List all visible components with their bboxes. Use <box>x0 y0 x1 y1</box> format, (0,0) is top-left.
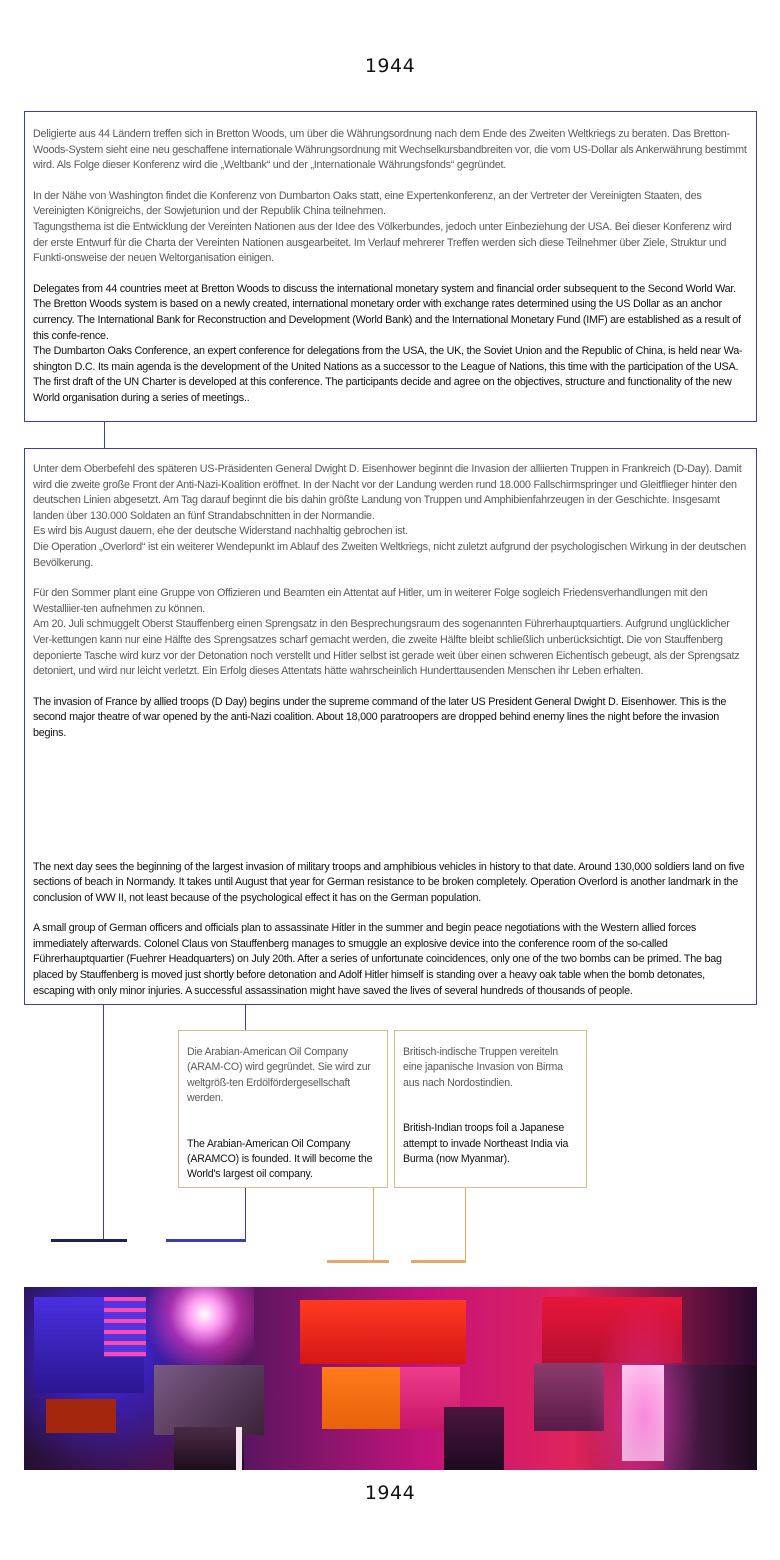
text-de-overlord: Die Operation „Overlord“ ist ein weiterer Wendepunkt im Ablauf des Zweiten Weltkriegs, nicht zuletzt aufgrund der psychologischen Wirkung in der deutschen Bevölkerung. <box>33 540 747 569</box>
art-glow-white <box>144 1287 254 1377</box>
text-de-july-20: Am 20. Juli schmuggelt Oberst Stauffenberg einen Sprengsatz in den Besprechungsraum des sogenannten Führerhauptquartiers. Aufgrund unglücklicher Ver-kettungen kann nur eine Hälfte des Sprengsatzes scharf gemacht werden, die zweite Hälfte bleibt schließlich unberücksichtigt. Die von Stauffenberg deponierte Tasche wird kurz vor der Detonation noch verstellt und Hitler selbst ist gerade weit über einen schweren Eichentisch gebeugt, als der Sprengsatz detoniert, und wird nur leicht verletzt. Ein Erfolg dieses Attentats hätte wahrscheinlich Hunderttausenden Menschen ihr Leben erhalten. <box>33 618 740 678</box>
event-box-burma <box>394 1030 587 1188</box>
art-glow-magenta <box>584 1287 704 1470</box>
text-en-aramco: The Arabian-American Oil Company (ARAMCO) is founded. It will become the World's largest oil company. <box>187 1137 373 1181</box>
text-de-un-charter: Tagungsthema ist die Entwicklung der Vereinten Nationen aus der Idee des Völkerbundes, jedoch unter Einbeziehung der USA. Bei dieser Konferenz wird der erste Entwurf für die Charta der Vereinten Nationen ausgearbeitet. Im Verlauf mehrerer Treffen werden sich diese Teilnehmer über Ziele, Struktur und Funkti-onsweise der neuen Weltorganisation einigen. <box>33 220 732 265</box>
art-block-dark-center <box>444 1407 504 1470</box>
text-en-burma: British-Indian troops foil a Japanese attempt to invade Northeast India via Burma (now Myanmar). <box>403 1122 569 1166</box>
art-stripes-pink <box>104 1297 146 1357</box>
art-block-orange <box>322 1367 402 1429</box>
text-de-dumbarton-oaks: In der Nähe von Washington findet die Konferenz von Dumbarton Oaks statt, eine Expertenkonferenz, an der Vertreter der Vereinigten Staaten, des Vereinigten Königreichs, der Sowjetunion und der Republik China teilnehmen. <box>33 189 702 218</box>
text-de-burma: Britisch-indische Truppen vereiteln eine japanische Invasion von Birma aus nach Nordostindien. <box>403 1046 563 1089</box>
abstract-artwork <box>24 1287 757 1470</box>
timeline-line-3 <box>373 1188 374 1262</box>
text-de-bretton-woods: Deligierte aus 44 Ländern treffen sich in Bretton Woods, um über die Währungsordnung nach dem Ende des Zweiten Weltkriegs zu beraten. Das Bretton-Woods-System sieht eine neu geschaffene internationale Währungsordnung mit Wechselkursbandbreiten vor, die vom US-Dollar als Ankerwährung bestimmt wird. Als Folge dieser Konferenz wird die „Weltbank“ und der „Internationale Währungsfonds“ gegründet. <box>33 128 747 172</box>
year-heading-bottom: 1944 <box>364 1482 416 1504</box>
text-en-dumbarton-oaks: The Dumbarton Oaks Conference, an expert conference for delegations from the USA, the UK, the Soviet Union and the Republic of China, is held near Wa-shington D.C. Its main agenda is the development of the United Nations as a successor to the League of Nations, this time with the participation of the USA. The first draft of the UN Charter is developed at this conference. The participants decide and agree on the objectives, structure and functionality of the new World organisation during a series of meetings.. <box>33 345 743 404</box>
art-block-darkred <box>46 1399 116 1433</box>
event-box-aramco <box>178 1030 388 1188</box>
text-en-bretton-woods: Delegates from 44 countries meet at Bretton Woods to discuss the international monetary system and financial order subsequent to the Second World War. The Bretton Woods system is based on a newly created, international monetary order with exchange rates determined using the US Dollar as an anchor currency. The International Bank for Reconstruction and Development (World Bank) and the International Monetary Fund (IMF) are established as a result of this confe-rence. <box>33 282 741 342</box>
text-en-overlord: The next day sees the beginning of the largest invasion of military troops and amphibious vehicles in history to that date. Around 130,000 soldiers land on five sections of beach in Normandy. It takes until August that year for German resistance to be broken completely. Operation Overlord is another landmark in the conclusion of WW II, not least because of the psychological effect it has on the German population. <box>33 860 745 904</box>
event-box-d-day <box>24 448 757 1005</box>
event-box-bretton-woods <box>24 111 757 422</box>
timeline-line-2 <box>245 1005 246 1030</box>
text-en-july-20: A small group of German officers and officials plan to assassinate Hitler in the summer and begin peace negotiations with the Western allied forces immediately afterwards. Colonel Claus von Stauffenberg manages to smuggle an explosive device into the conference room of the so-called Führerhauptquartier (Fuehrer Headquarters) on July 20th. After a series of unfortunate coincidences, only one of the two bombs can be primed. The bag placed by Stauffenberg is moved just shortly before detonation and Adolf Hitler himself is standing over a heavy oak table when the bomb detonates, escaping with only minor injuries. A successful assassination might have saved the lives of several hundreds of thousands of people. <box>33 922 722 997</box>
timeline-base-3 <box>327 1260 389 1263</box>
timeline-base-2 <box>166 1239 246 1242</box>
art-stripe-white <box>236 1427 242 1470</box>
timeline-base-4 <box>411 1260 466 1263</box>
art-block-red <box>300 1300 466 1364</box>
timeline-line-2b <box>245 1188 246 1240</box>
art-block-lower-left <box>174 1427 244 1470</box>
text-de-aramco: Die Arabian-American Oil Company (ARAM-CO) wird gegründet. Sie wird zur weltgröß-ten Erdölfördergesellschaft werden. <box>187 1046 371 1105</box>
timeline-line-4 <box>465 1188 466 1262</box>
timeline-line-1 <box>103 1005 104 1241</box>
text-de-resistance: Es wird bis August dauern, ehe der deutsche Widerstand nachhaltig gebrochen ist. <box>33 525 408 538</box>
text-de-d-day: Unter dem Oberbefehl des späteren US-Präsidenten General Dwight D. Eisenhower beginnt die Invasion der alliierten Truppen in Frankreich (D-Day). Damit wird die zweite große Front der Anti-Nazi-Koalition eröffnet. In der Nacht vor der Landung werden rund 18.000 Fallschirmspringer und Gleitflieger hinter den deutschen Linien abgesetzt. Am Tag darauf beginnt die bis dahin größte Landung von Truppen und Amphibienfahrzeugen in der Geschichte. Insgesamt landen über 130.000 Soldaten an fünf Strandabschnitten in der Normandie. <box>33 463 742 522</box>
timeline-connector <box>104 422 105 448</box>
text-en-d-day: The invasion of France by allied troops (D Day) begins under the supreme command of the later US President General Dwight D. Eisenhower. This is the second major theatre of war opened by the anti-Nazi coalition. About 18,000 paratroopers are dropped behind enemy lines the night before the invasion begins. <box>33 695 727 739</box>
text-de-plot-plan: Für den Sommer plant eine Gruppe von Offizieren und Beamten ein Attentat auf Hitler, um in weiterer Folge sogleich Friedensverhandlungen mit den Westalliier-ten aufnehmen zu können. <box>33 587 708 615</box>
timeline-base-1 <box>51 1239 127 1242</box>
art-block-mauve <box>154 1365 264 1435</box>
year-heading-top: 1944 <box>364 55 416 77</box>
